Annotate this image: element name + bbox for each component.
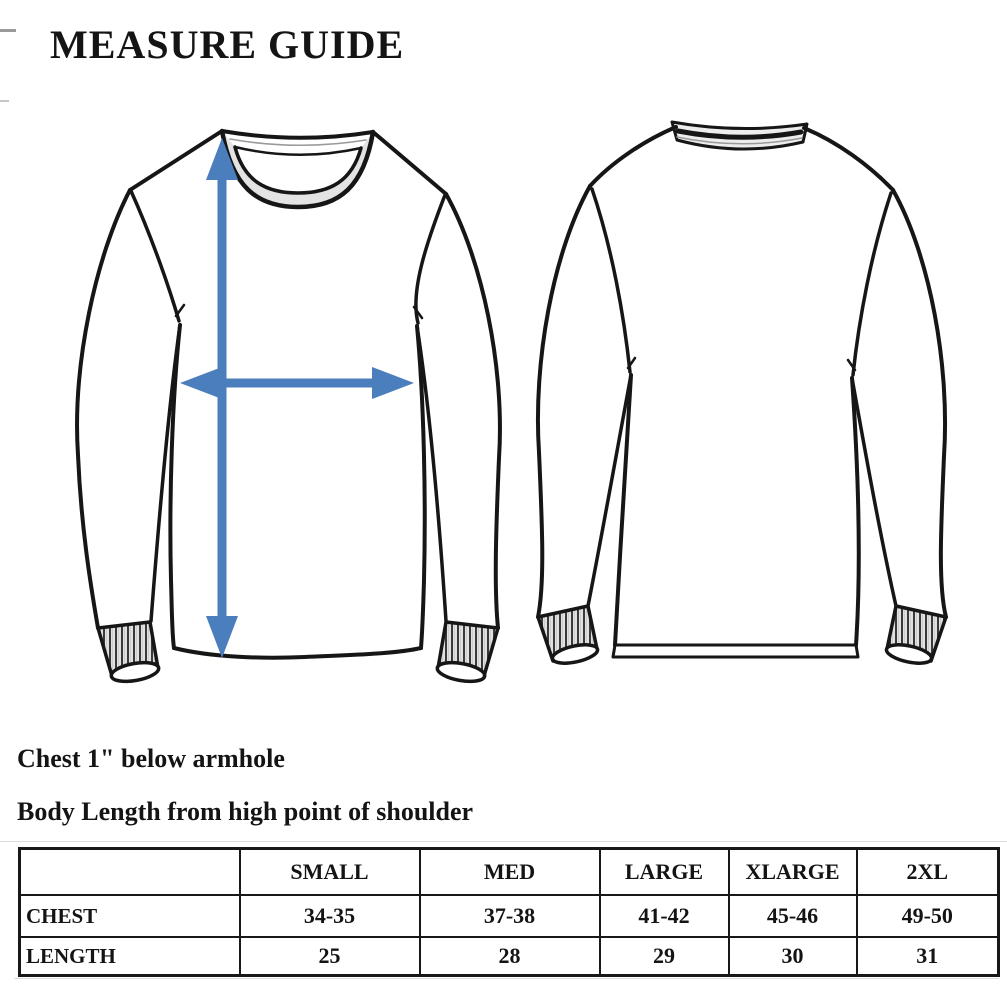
length-large: 29 — [600, 937, 729, 976]
length-med: 28 — [420, 937, 600, 976]
back-hem-band — [613, 645, 858, 657]
table-row-chest — [20, 895, 999, 937]
back-cuff-right — [885, 606, 946, 667]
chest-small: 34-35 — [240, 895, 420, 937]
col-header-large: LARGE — [600, 849, 729, 896]
back-sleeve-left-outer — [538, 186, 590, 617]
scan-artifact — [0, 29, 16, 32]
front-cuff-right — [436, 622, 498, 685]
faint-gridline — [14, 978, 999, 979]
chest-width-arrow — [180, 367, 414, 399]
page-title: MEASURE GUIDE — [50, 22, 405, 67]
back-shoulder-left — [590, 127, 676, 186]
chest-2xl: 49-50 — [857, 895, 999, 937]
size-table-corner-cell — [20, 849, 240, 896]
front-hem — [174, 648, 421, 658]
table-row-length — [20, 937, 999, 976]
chest-note: Chest 1" below armhole — [17, 744, 285, 773]
arrow-head-left-icon — [180, 367, 222, 399]
size-table — [18, 847, 1000, 977]
shirt-diagram — [0, 100, 1007, 700]
front-shoulder-seam-left — [130, 131, 222, 190]
size-table-header-row — [20, 849, 999, 896]
front-body-side-left — [170, 325, 180, 648]
back-shirt-figure — [538, 122, 946, 667]
front-armhole-seam-left — [131, 191, 179, 321]
back-sleeve-right-outer — [893, 190, 946, 617]
col-header-med: MED — [420, 849, 600, 896]
back-collar — [672, 122, 807, 149]
row-label-length: LENGTH — [20, 937, 240, 976]
back-armhole-seam-left — [592, 189, 630, 372]
front-sleeve-right-outer — [446, 194, 500, 628]
col-header-2xl: 2XL — [857, 849, 999, 896]
front-shoulder-seam-right — [373, 132, 446, 194]
length-note: Body Length from high point of shoulder — [17, 797, 474, 826]
chest-large: 41-42 — [600, 895, 729, 937]
col-header-xlarge: XLARGE — [729, 849, 857, 896]
chest-xlarge: 45-46 — [729, 895, 857, 937]
col-header-small: SMALL — [240, 849, 420, 896]
front-collar — [222, 131, 373, 207]
length-xlarge: 30 — [729, 937, 857, 976]
back-cuff-left — [538, 606, 599, 667]
length-small: 25 — [240, 937, 420, 976]
chest-med: 37-38 — [420, 895, 600, 937]
row-label-chest: CHEST — [20, 895, 240, 937]
front-cuff-left — [98, 622, 160, 685]
arrow-head-right-icon — [372, 367, 414, 399]
back-shoulder-right — [804, 128, 893, 190]
front-armhole-seam-right — [416, 195, 445, 323]
back-armhole-seam-right — [853, 193, 891, 375]
length-2xl: 31 — [857, 937, 999, 976]
arrow-head-down-icon — [206, 616, 238, 658]
front-shirt-figure — [77, 131, 500, 685]
faint-gridline — [0, 841, 1007, 842]
front-sleeve-left-outer — [77, 190, 130, 628]
